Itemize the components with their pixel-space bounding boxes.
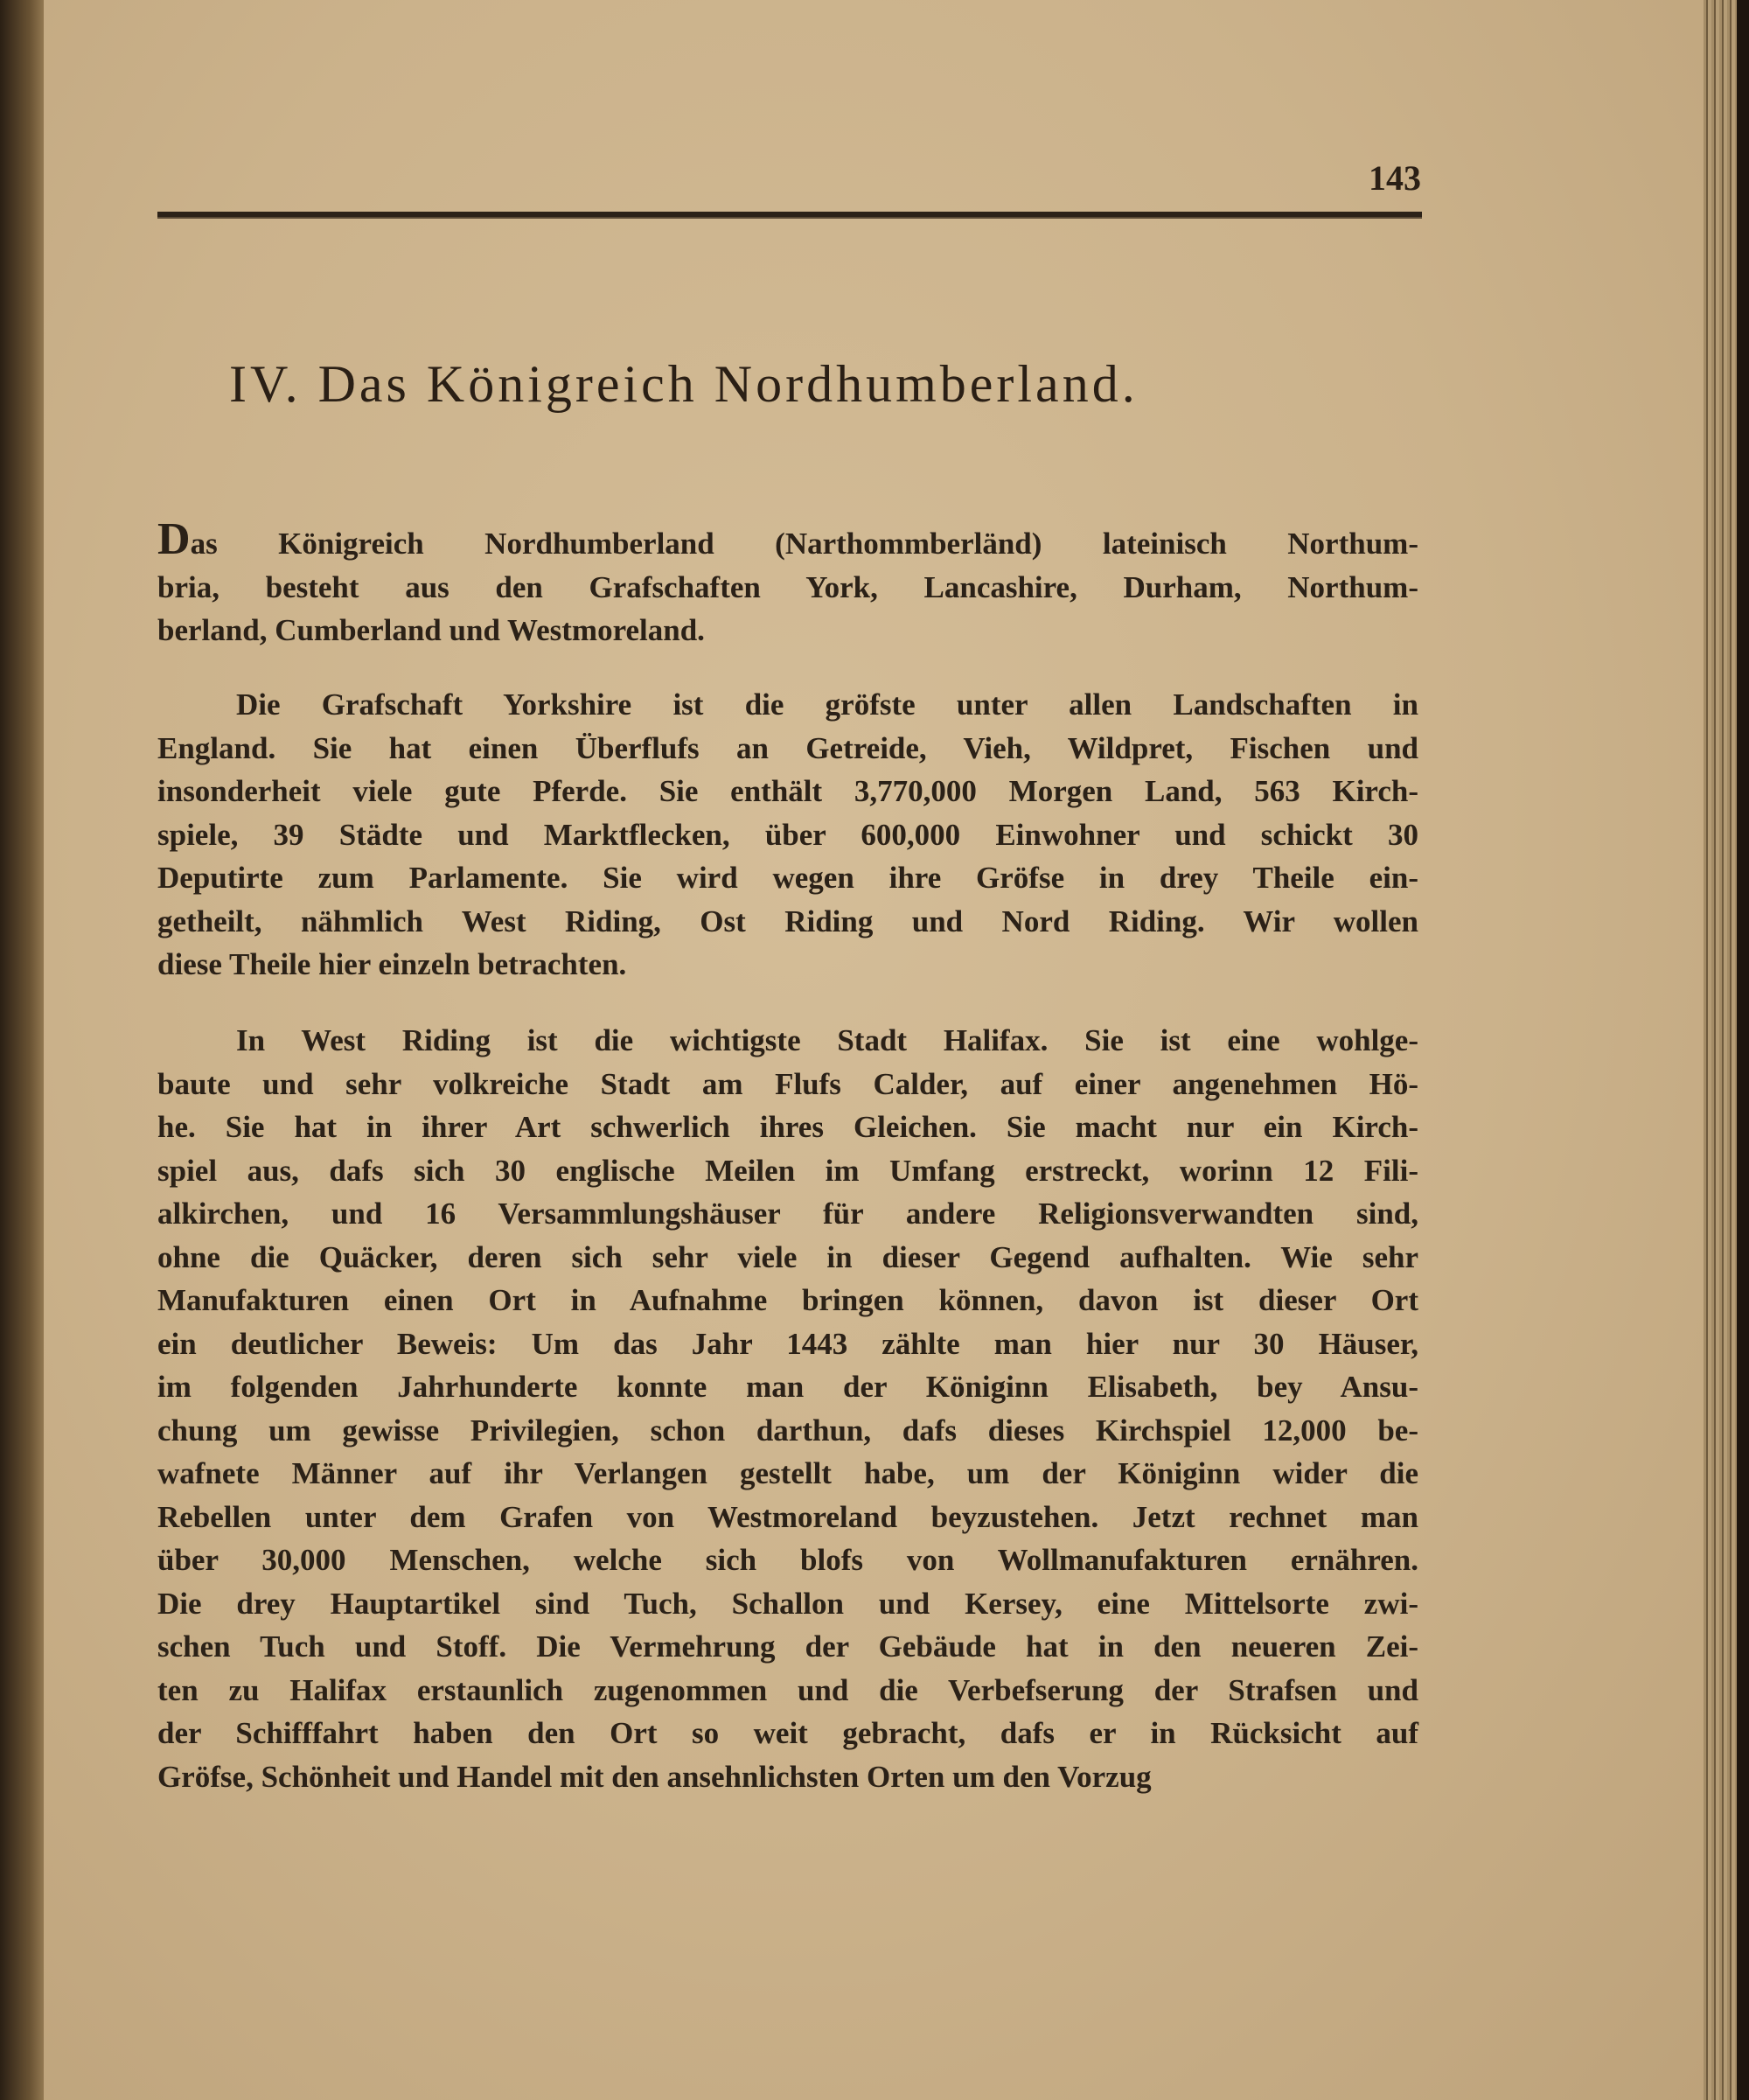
line-text: spiele, 39 Städte und Marktflecken, über 600,000 Einwohner und schickt 30	[157, 817, 1418, 852]
text-line	[157, 1538, 1418, 1582]
header-rule	[157, 212, 1422, 219]
line-text: chung um gewisse Privilegien, schon darthun, dafs dieses Kirchspiel 12,000 be-	[157, 1413, 1418, 1448]
line-text: he. Sie hat in ihrer Art schwerlich ihres Gleichen. Sie macht nur ein Kirch-	[157, 1110, 1418, 1144]
line-text: spiel aus, dafs sich 30 englische Meilen im Umfang erstreckt, worinn 12 Fili-	[157, 1153, 1418, 1188]
text-line	[157, 856, 1418, 900]
line-text: ten zu Halifax erstaunlich zugenommen und die Verbefserung der Strafsen und	[157, 1672, 1418, 1707]
drop-cap: D	[157, 514, 191, 564]
text-line	[157, 1365, 1418, 1409]
text-line	[157, 1409, 1418, 1453]
line-text: In West Riding ist die wichtigste Stadt Halifax. Sie ist eine wohlge-	[236, 1023, 1418, 1057]
line-text: England. Sie hat einen Überflufs an Getreide, Vieh, Wildpret, Fischen und	[157, 730, 1418, 765]
line-text: bria, besteht aus den Grafschaften York, Lancashire, Durham, Northum-	[157, 569, 1418, 604]
text-line	[157, 1712, 1418, 1755]
text-line	[157, 770, 1418, 813]
text-line	[157, 1322, 1418, 1366]
paragraph-3	[157, 1019, 1418, 1798]
text-line	[157, 1106, 1418, 1149]
text-line	[157, 609, 1418, 652]
text-line	[157, 813, 1418, 857]
line-text: alkirchen, und 16 Versammlungshäuser für andere Religionsverwandten sind,	[157, 1197, 1418, 1231]
line-text: ohne die Quäcker, deren sich sehr viele in dieser Gegend aufhalten. Wie sehr	[157, 1239, 1418, 1274]
line-text: Die Grafschaft Yorkshire ist die gröfste unter allen Landschaften in	[236, 687, 1418, 722]
line-text: berland, Cumberland und Westmoreland.	[157, 613, 705, 647]
line-text: wafnete Männer auf ihr Verlangen gestellt habe, um der Königinn wider die	[157, 1456, 1418, 1490]
line-text: Die drey Hauptartikel sind Tuch, Schallon und Kersey, eine Mittelsorte zwi-	[157, 1586, 1418, 1621]
line-text: im folgenden Jahrhunderte konnte man der Königinn Elisabeth, bey Ansu-	[157, 1370, 1418, 1404]
text-line	[157, 943, 1418, 987]
line-text: baute und sehr volkreiche Stadt am Flufs Calder, auf einer angenehmen Hö-	[157, 1066, 1418, 1101]
line-text: ein deutlicher Beweis: Um das Jahr 1443 zählte man hier nur 30 Häuser,	[157, 1326, 1418, 1361]
text-line	[157, 1625, 1418, 1669]
text-line	[157, 1279, 1418, 1322]
line-text: as Königreich Nordhumberland (Narthommberländ) lateinisch Northum-	[190, 527, 1418, 561]
chapter-heading: IV. Das Königreich Nordhumberland.	[229, 355, 1139, 413]
text-line	[157, 1019, 1418, 1063]
text-line	[157, 683, 1418, 727]
text-line	[157, 900, 1418, 944]
line-text: der Schifffahrt haben den Ort so weit gebracht, dafs er in Rücksicht auf	[157, 1716, 1418, 1750]
text-line	[157, 1452, 1418, 1496]
line-text: diese Theile hier einzeln betrachten.	[157, 947, 627, 981]
line-text: Deputirte zum Parlamente. Sie wird wegen ihre Gröfse in drey Theile ein-	[157, 861, 1418, 895]
line-text: Gröfse, Schönheit und Handel mit den ansehnlichsten Orten um den Vorzug	[157, 1759, 1152, 1794]
text-line	[157, 1236, 1418, 1280]
page-edges	[1704, 0, 1749, 2100]
text-line	[157, 1496, 1418, 1539]
text-line	[157, 514, 1418, 566]
paragraph-2	[157, 683, 1418, 987]
line-text: insonderheit viele gute Pferde. Sie enthält 3,770,000 Morgen Land, 563 Kirch-	[157, 774, 1418, 808]
text-line	[157, 566, 1418, 610]
page-number: 143	[1369, 158, 1421, 198]
text-line	[157, 1755, 1418, 1799]
text-line	[157, 1669, 1418, 1713]
paragraph-1	[157, 514, 1418, 652]
text-line	[157, 727, 1418, 771]
line-text: über 30,000 Menschen, welche sich blofs von Wollmanufakturen ernähren.	[157, 1543, 1418, 1577]
line-text: getheilt, nähmlich West Riding, Ost Riding und Nord Riding. Wir wollen	[157, 903, 1418, 938]
line-text: Manufakturen einen Ort in Aufnahme bringen können, davon ist dieser Ort	[157, 1283, 1418, 1317]
text-line	[157, 1063, 1418, 1106]
text-line	[157, 1192, 1418, 1236]
line-text: Rebellen unter dem Grafen von Westmoreland beyzustehen. Jetzt rechnet man	[157, 1499, 1418, 1534]
line-text: schen Tuch und Stoff. Die Vermehrung der Gebäude hat in den neueren Zei-	[157, 1629, 1418, 1664]
text-line	[157, 1149, 1418, 1193]
text-line	[157, 1582, 1418, 1626]
